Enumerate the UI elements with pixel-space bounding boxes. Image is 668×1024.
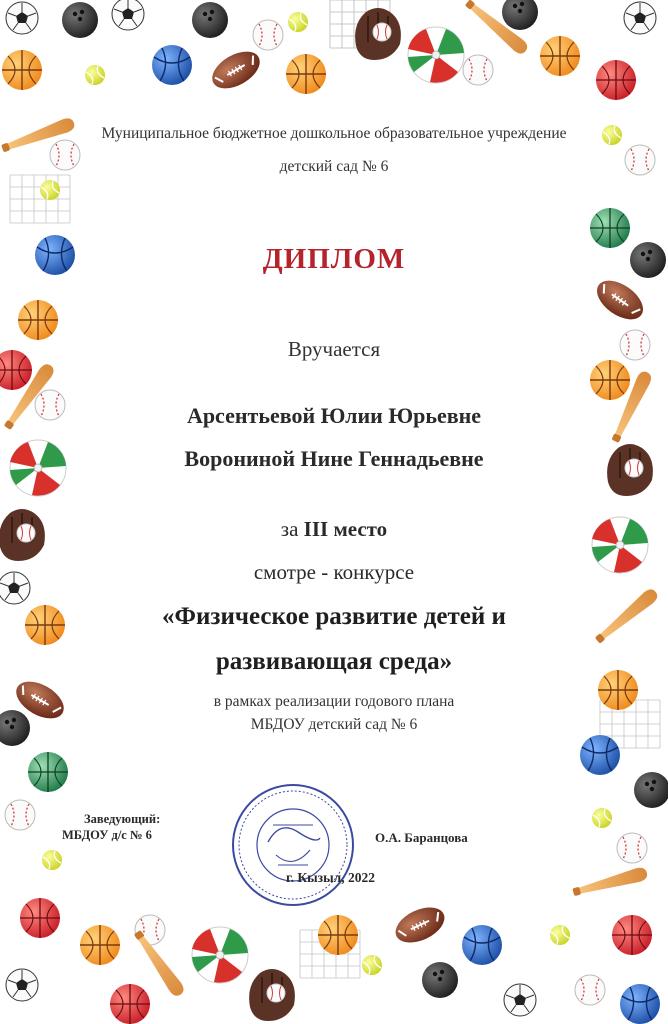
contest-theme-line-1: «Физическое развитие детей и [162,603,506,630]
city-year: г. Кызыл, 2022 [286,870,375,885]
signature-name: О.А. Баранцова [375,830,468,845]
recipient-name-1: Арсентьевой Юлии Юрьевне [186,403,482,428]
diploma-title: ДИПЛОМ [262,243,406,275]
organization-line-2: детский сад № 6 [279,158,389,175]
place-rank: III место [303,517,388,541]
contest-text: смотре - конкурсе [253,560,415,584]
plan-line-2: МБДОУ детский сад № 6 [250,716,418,733]
contest-theme-line-2: развивающая среда» [215,648,453,675]
place-line [60,517,608,542]
award-text: Вручается [287,337,381,361]
signature-role: Заведующий: [84,812,161,826]
signature-organization: МБДОУ д/с № 6 [62,828,152,842]
place-prefix: за [280,517,299,541]
recipient-name-2: Ворониной Нине Геннадьевне [184,446,484,471]
plan-line-1: в рамках реализации годового плана [213,693,455,710]
organization-line-1: Муниципальное бюджетное дошкольное образовательное учреждение [101,125,567,142]
